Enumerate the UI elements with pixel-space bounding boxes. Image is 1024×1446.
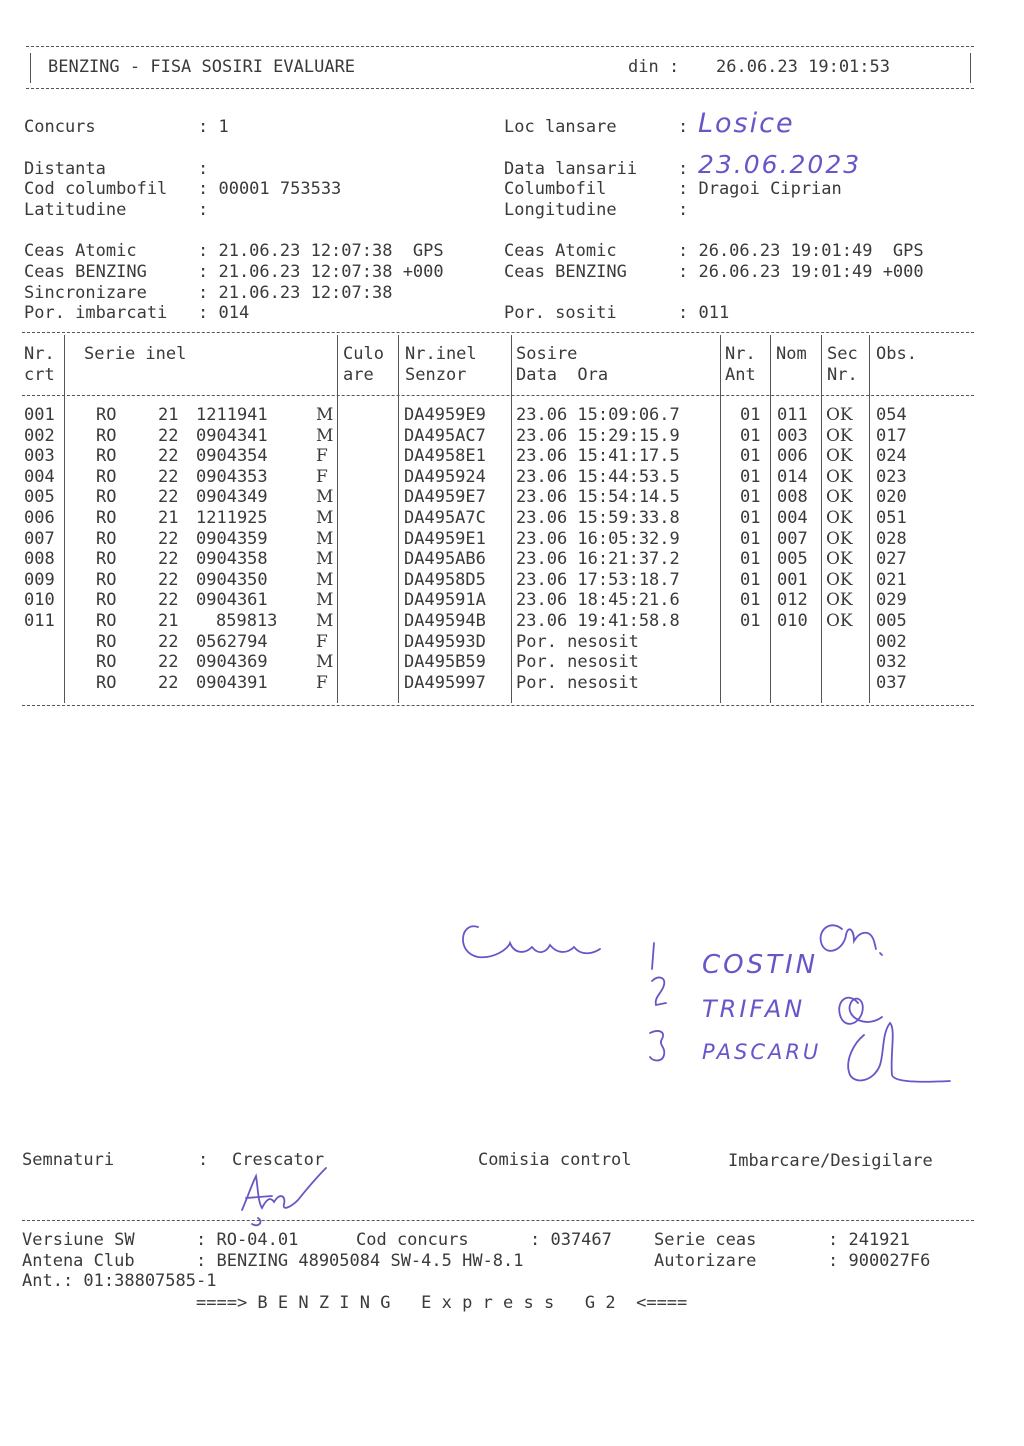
table-row — [0, 508, 1024, 529]
row-obs: 024 — [876, 446, 907, 467]
row-nr: 007 — [24, 528, 55, 549]
row-nom: 001 — [777, 569, 808, 590]
cod-concurs-label: Cod concurs — [356, 1230, 469, 1250]
row-ring: 0904391 — [196, 672, 268, 693]
row-sec: OK — [826, 446, 853, 467]
versiune-sw-value: : RO-04.01 — [196, 1230, 299, 1250]
autorizare-label: Autorizare — [654, 1251, 757, 1271]
row-obs: 028 — [876, 528, 907, 549]
latitudine-label: Latitudine — [24, 200, 127, 220]
columbofil-label: Columbofil — [504, 179, 607, 199]
row-country: RO — [96, 590, 117, 611]
row-year: 22 — [158, 569, 179, 590]
row-country: RO — [96, 611, 117, 631]
row-ring: 0904353 — [196, 466, 268, 487]
report-title: BENZING - FISA SOSIRI EVALUARE — [48, 57, 356, 77]
versiune-sw-label: Versiune SW — [22, 1230, 135, 1250]
row-year: 22 — [158, 590, 179, 611]
row-nom: 004 — [777, 508, 808, 528]
row-ant: 01 — [740, 569, 761, 590]
row-sex: F — [316, 631, 328, 652]
row-year: 22 — [158, 487, 179, 508]
clock-left-3-value: : 21.06.23 12:07:38 — [198, 283, 393, 303]
row-sensor: DA4958D5 — [404, 569, 486, 590]
row-sensor: DA4959E1 — [404, 528, 486, 549]
row-sex: F — [316, 446, 328, 467]
row-sec: OK — [826, 487, 853, 508]
row-sec: OK — [826, 466, 853, 487]
row-ring: 1211941 — [196, 405, 268, 425]
row-ant: 01 — [740, 611, 761, 631]
row-arrival: Por. nesosit — [516, 631, 639, 652]
signatures-label: Semnaturi — [22, 1150, 115, 1170]
th-nr-inel-line1: Nr.inel — [405, 344, 477, 364]
distanta-value: : — [198, 159, 209, 179]
header-bottom-border — [26, 88, 974, 89]
row-country: RO — [96, 549, 117, 570]
clock-left-2-label: Ceas BENZING — [24, 262, 147, 282]
row-sensor: DA495A7C — [404, 508, 486, 528]
por-sositi-label: Por. sositi — [504, 303, 617, 323]
clock-right-2-label: Ceas BENZING — [504, 262, 627, 282]
row-obs: 029 — [876, 590, 907, 611]
commission-member-1: COSTIN — [702, 950, 819, 980]
row-sensor: DA4958E1 — [404, 446, 486, 467]
row-nom: 003 — [777, 425, 808, 446]
row-arrival: 23.06 17:53:18.7 — [516, 569, 680, 590]
th-nr-inel-line2: Senzor — [405, 365, 467, 385]
row-sensor: DA495924 — [404, 466, 486, 487]
por-imbarcati-label: Por. imbarcati — [24, 303, 168, 323]
row-nom: 010 — [777, 611, 808, 631]
row-sensor: DA49594B — [404, 611, 486, 631]
autorizare-value: : 900027F6 — [828, 1251, 931, 1271]
clock-left-1-label: Ceas Atomic — [24, 241, 137, 261]
loc-lansare-handwritten: Losice — [698, 108, 795, 139]
row-nom: 005 — [777, 549, 808, 570]
row-year: 22 — [158, 549, 179, 570]
row-ant: 01 — [740, 590, 761, 611]
row-sec: OK — [826, 528, 853, 549]
row-country: RO — [96, 487, 117, 508]
table-row — [0, 673, 1024, 694]
row-obs: 017 — [876, 425, 907, 446]
row-year: 22 — [158, 446, 179, 467]
header-top-border — [26, 46, 974, 47]
th-nom: Nom — [776, 344, 807, 364]
row-year: 22 — [158, 672, 179, 693]
table-row — [0, 467, 1024, 488]
table-row — [0, 632, 1024, 653]
antena-club-label: Antena Club — [22, 1251, 135, 1271]
crescator-signature — [228, 1162, 338, 1232]
row-year: 21 — [158, 405, 179, 425]
th-serie: Serie inel — [84, 344, 187, 364]
row-sex: F — [316, 672, 328, 693]
row-arrival: Por. nesosit — [516, 652, 639, 673]
clock-right-2-value: : 26.06.23 19:01:49 +000 — [678, 262, 924, 282]
row-year: 21 — [158, 508, 179, 528]
header-left-border — [30, 53, 31, 83]
th-nr-ant-line2: Ant — [725, 365, 756, 385]
row-obs: 002 — [876, 631, 907, 652]
row-nom: 012 — [777, 590, 808, 611]
row-ant: 01 — [740, 487, 761, 508]
row-sensor: DA495B59 — [404, 652, 486, 673]
row-obs: 051 — [876, 508, 907, 528]
row-nom: 011 — [777, 405, 808, 425]
clock-left-3-label: Sincronizare — [24, 283, 147, 303]
row-sex: M — [316, 652, 334, 673]
row-nr: 001 — [24, 405, 55, 425]
row-country: RO — [96, 528, 117, 549]
latitudine-value: : — [198, 200, 209, 220]
row-arrival: 23.06 15:44:53.5 — [516, 466, 680, 487]
row-ring: 0904349 — [196, 487, 268, 508]
row-obs: 032 — [876, 652, 907, 673]
row-nr: 010 — [24, 590, 55, 611]
row-sensor: DA4959E7 — [404, 487, 486, 508]
por-imbarcati-value: : 014 — [198, 303, 250, 323]
row-sex: M — [316, 549, 334, 570]
row-sec: OK — [826, 405, 853, 425]
serie-ceas-value: : 241921 — [828, 1230, 910, 1250]
table-row — [0, 487, 1024, 508]
th-sec-line1: Sec — [827, 344, 858, 364]
cod-columbofil-label: Cod columbofil — [24, 179, 168, 199]
row-year: 22 — [158, 528, 179, 549]
row-nr: 003 — [24, 446, 55, 467]
row-ring: 0904369 — [196, 652, 268, 673]
row-sex: M — [316, 425, 334, 446]
header-right-border — [970, 53, 971, 83]
table-row — [0, 426, 1024, 447]
th-obs: Obs. — [876, 344, 917, 364]
row-ant: 01 — [740, 508, 761, 528]
clock-right-1-value: : 26.06.23 19:01:49 GPS — [678, 241, 924, 261]
data-lansarii-colon: : — [678, 159, 689, 179]
table-row — [0, 611, 1024, 632]
row-ring: 0904361 — [196, 590, 268, 611]
antena-club-value: : BENZING 48905084 SW-4.5 HW-8.1 — [196, 1251, 524, 1271]
row-year: 22 — [158, 631, 179, 652]
row-country: RO — [96, 425, 117, 446]
row-ring: 1211925 — [196, 508, 268, 528]
row-arrival: 23.06 16:21:37.2 — [516, 549, 680, 570]
table-row — [0, 590, 1024, 611]
distanta-label: Distanta — [24, 159, 106, 179]
th-sosire-line1: Sosire — [516, 344, 578, 364]
cod-columbofil-value: : 00001 753533 — [198, 179, 342, 199]
commission-member-2: TRIFAN — [702, 995, 806, 1023]
table-row — [0, 446, 1024, 467]
serie-ceas-label: Serie ceas — [654, 1230, 757, 1250]
row-sensor: DA49591A — [404, 590, 486, 611]
row-nr: 002 — [24, 425, 55, 446]
th-culoare-line2: are — [343, 365, 374, 385]
row-nom: 006 — [777, 446, 808, 467]
longitudine-label: Longitudine — [504, 200, 617, 220]
row-sec: OK — [826, 425, 853, 446]
table-row — [0, 549, 1024, 570]
row-nr: 006 — [24, 508, 55, 528]
table-row — [0, 570, 1024, 591]
row-arrival: 23.06 19:41:58.8 — [516, 611, 680, 631]
row-country: RO — [96, 672, 117, 693]
row-nr: 005 — [24, 487, 55, 508]
th-sec-line2: Nr. — [827, 365, 858, 385]
row-sensor: DA4959E9 — [404, 405, 486, 425]
row-country: RO — [96, 508, 117, 528]
row-sex: M — [316, 611, 334, 631]
row-sex: M — [316, 405, 334, 425]
row-obs: 005 — [876, 611, 907, 631]
th-nr-line1: Nr. — [24, 344, 55, 364]
row-arrival: 23.06 15:09:06.7 — [516, 405, 680, 425]
table-row — [0, 529, 1024, 550]
row-ant: 01 — [740, 528, 761, 549]
row-sec: OK — [826, 611, 853, 631]
row-ring: 0904354 — [196, 446, 268, 467]
row-nr: 011 — [24, 611, 55, 631]
row-nom: 008 — [777, 487, 808, 508]
row-arrival: 23.06 15:59:33.8 — [516, 508, 680, 528]
row-year: 21 — [158, 611, 179, 631]
row-sex: M — [316, 528, 334, 549]
row-country: RO — [96, 466, 117, 487]
row-sensor: DA495997 — [404, 672, 486, 693]
signatures-colon: : — [198, 1150, 209, 1170]
th-nr-ant-line1: Nr. — [725, 344, 756, 364]
row-ring: 0562794 — [196, 631, 268, 652]
table-bottom-border — [22, 705, 974, 706]
table-top-border — [22, 332, 974, 333]
row-ant: 01 — [740, 405, 761, 425]
table-row — [0, 405, 1024, 426]
row-arrival: 23.06 15:41:17.5 — [516, 446, 680, 467]
row-country: RO — [96, 631, 117, 652]
row-ant: 01 — [740, 425, 761, 446]
row-ant: 01 — [740, 549, 761, 570]
report-datetime: 26.06.23 19:01:53 — [716, 57, 890, 77]
row-country: RO — [96, 405, 117, 425]
columbofil-value: : Dragoi Ciprian — [678, 179, 842, 199]
th-culoare-line1: Culo — [343, 344, 384, 364]
loc-lansare-label: Loc lansare — [504, 117, 617, 137]
signature-imbarcare-label: Imbarcare/Desigilare — [728, 1151, 933, 1171]
longitudine-value: : — [678, 200, 689, 220]
row-ring: 0904341 — [196, 425, 268, 446]
din-label: din : — [628, 57, 680, 77]
signature-crescator-label: Crescator — [232, 1150, 325, 1170]
row-ring: 0904350 — [196, 569, 268, 590]
row-ant: 01 — [740, 446, 761, 467]
data-lansarii-label: Data lansarii — [504, 159, 638, 179]
row-obs: 027 — [876, 549, 907, 570]
clock-left-1-value: : 21.06.23 12:07:38 GPS — [198, 241, 444, 261]
row-year: 22 — [158, 652, 179, 673]
row-country: RO — [96, 652, 117, 673]
row-sec: OK — [826, 508, 853, 528]
row-sex: F — [316, 466, 328, 487]
row-sensor: DA495AC7 — [404, 425, 486, 446]
table-header-border — [22, 395, 974, 396]
row-sec: OK — [826, 549, 853, 570]
clock-left-2-value: : 21.06.23 12:07:38 +000 — [198, 262, 444, 282]
clock-right-1-label: Ceas Atomic — [504, 241, 617, 261]
row-year: 22 — [158, 425, 179, 446]
data-lansarii-handwritten: 23.06.2023 — [698, 150, 862, 179]
row-sex: M — [316, 569, 334, 590]
row-obs: 020 — [876, 487, 907, 508]
row-nr: 004 — [24, 466, 55, 487]
row-arrival: Por. nesosit — [516, 672, 639, 693]
row-sec: OK — [826, 569, 853, 590]
row-sec: OK — [826, 590, 853, 611]
row-nom: 007 — [777, 528, 808, 549]
row-ring: 859813 — [216, 611, 278, 631]
row-obs: 021 — [876, 569, 907, 590]
row-sex: M — [316, 487, 334, 508]
row-arrival: 23.06 15:54:14.5 — [516, 487, 680, 508]
row-nr: 009 — [24, 569, 55, 590]
th-sosire-line2: Data Ora — [516, 365, 609, 385]
cod-concurs-value: : 037467 — [530, 1230, 612, 1250]
row-sensor: DA495AB6 — [404, 549, 486, 570]
row-ring: 0904358 — [196, 549, 268, 570]
row-ant: 01 — [740, 466, 761, 487]
row-country: RO — [96, 446, 117, 467]
concurs-label: Concurs — [24, 117, 96, 137]
row-year: 22 — [158, 466, 179, 487]
brand-line: ====> B E N Z I N G E x p r e s s G 2 <==== — [196, 1293, 688, 1313]
row-obs: 037 — [876, 672, 907, 693]
signature-comisia-label: Comisia control — [478, 1150, 632, 1170]
row-obs: 023 — [876, 466, 907, 487]
row-nom: 014 — [777, 466, 808, 487]
footer-top-border — [22, 1220, 974, 1221]
row-nr: 008 — [24, 549, 55, 570]
th-nr-line2: crt — [24, 365, 55, 385]
row-sex: M — [316, 508, 334, 528]
row-arrival: 23.06 15:29:15.9 — [516, 425, 680, 446]
row-arrival: 23.06 16:05:32.9 — [516, 528, 680, 549]
row-arrival: 23.06 18:45:21.6 — [516, 590, 680, 611]
por-sositi-value: : 011 — [678, 303, 730, 323]
row-sensor: DA49593D — [404, 631, 486, 652]
table-row — [0, 652, 1024, 673]
ant-line: Ant.: 01:38807585-1 — [22, 1271, 217, 1291]
commission-member-3: PASCARU — [702, 1040, 822, 1064]
loc-lansare-colon: : — [678, 117, 689, 137]
row-ring: 0904359 — [196, 528, 268, 549]
row-country: RO — [96, 569, 117, 590]
row-obs: 054 — [876, 405, 907, 425]
concurs-value: : 1 — [198, 117, 229, 137]
row-sex: M — [316, 590, 334, 611]
